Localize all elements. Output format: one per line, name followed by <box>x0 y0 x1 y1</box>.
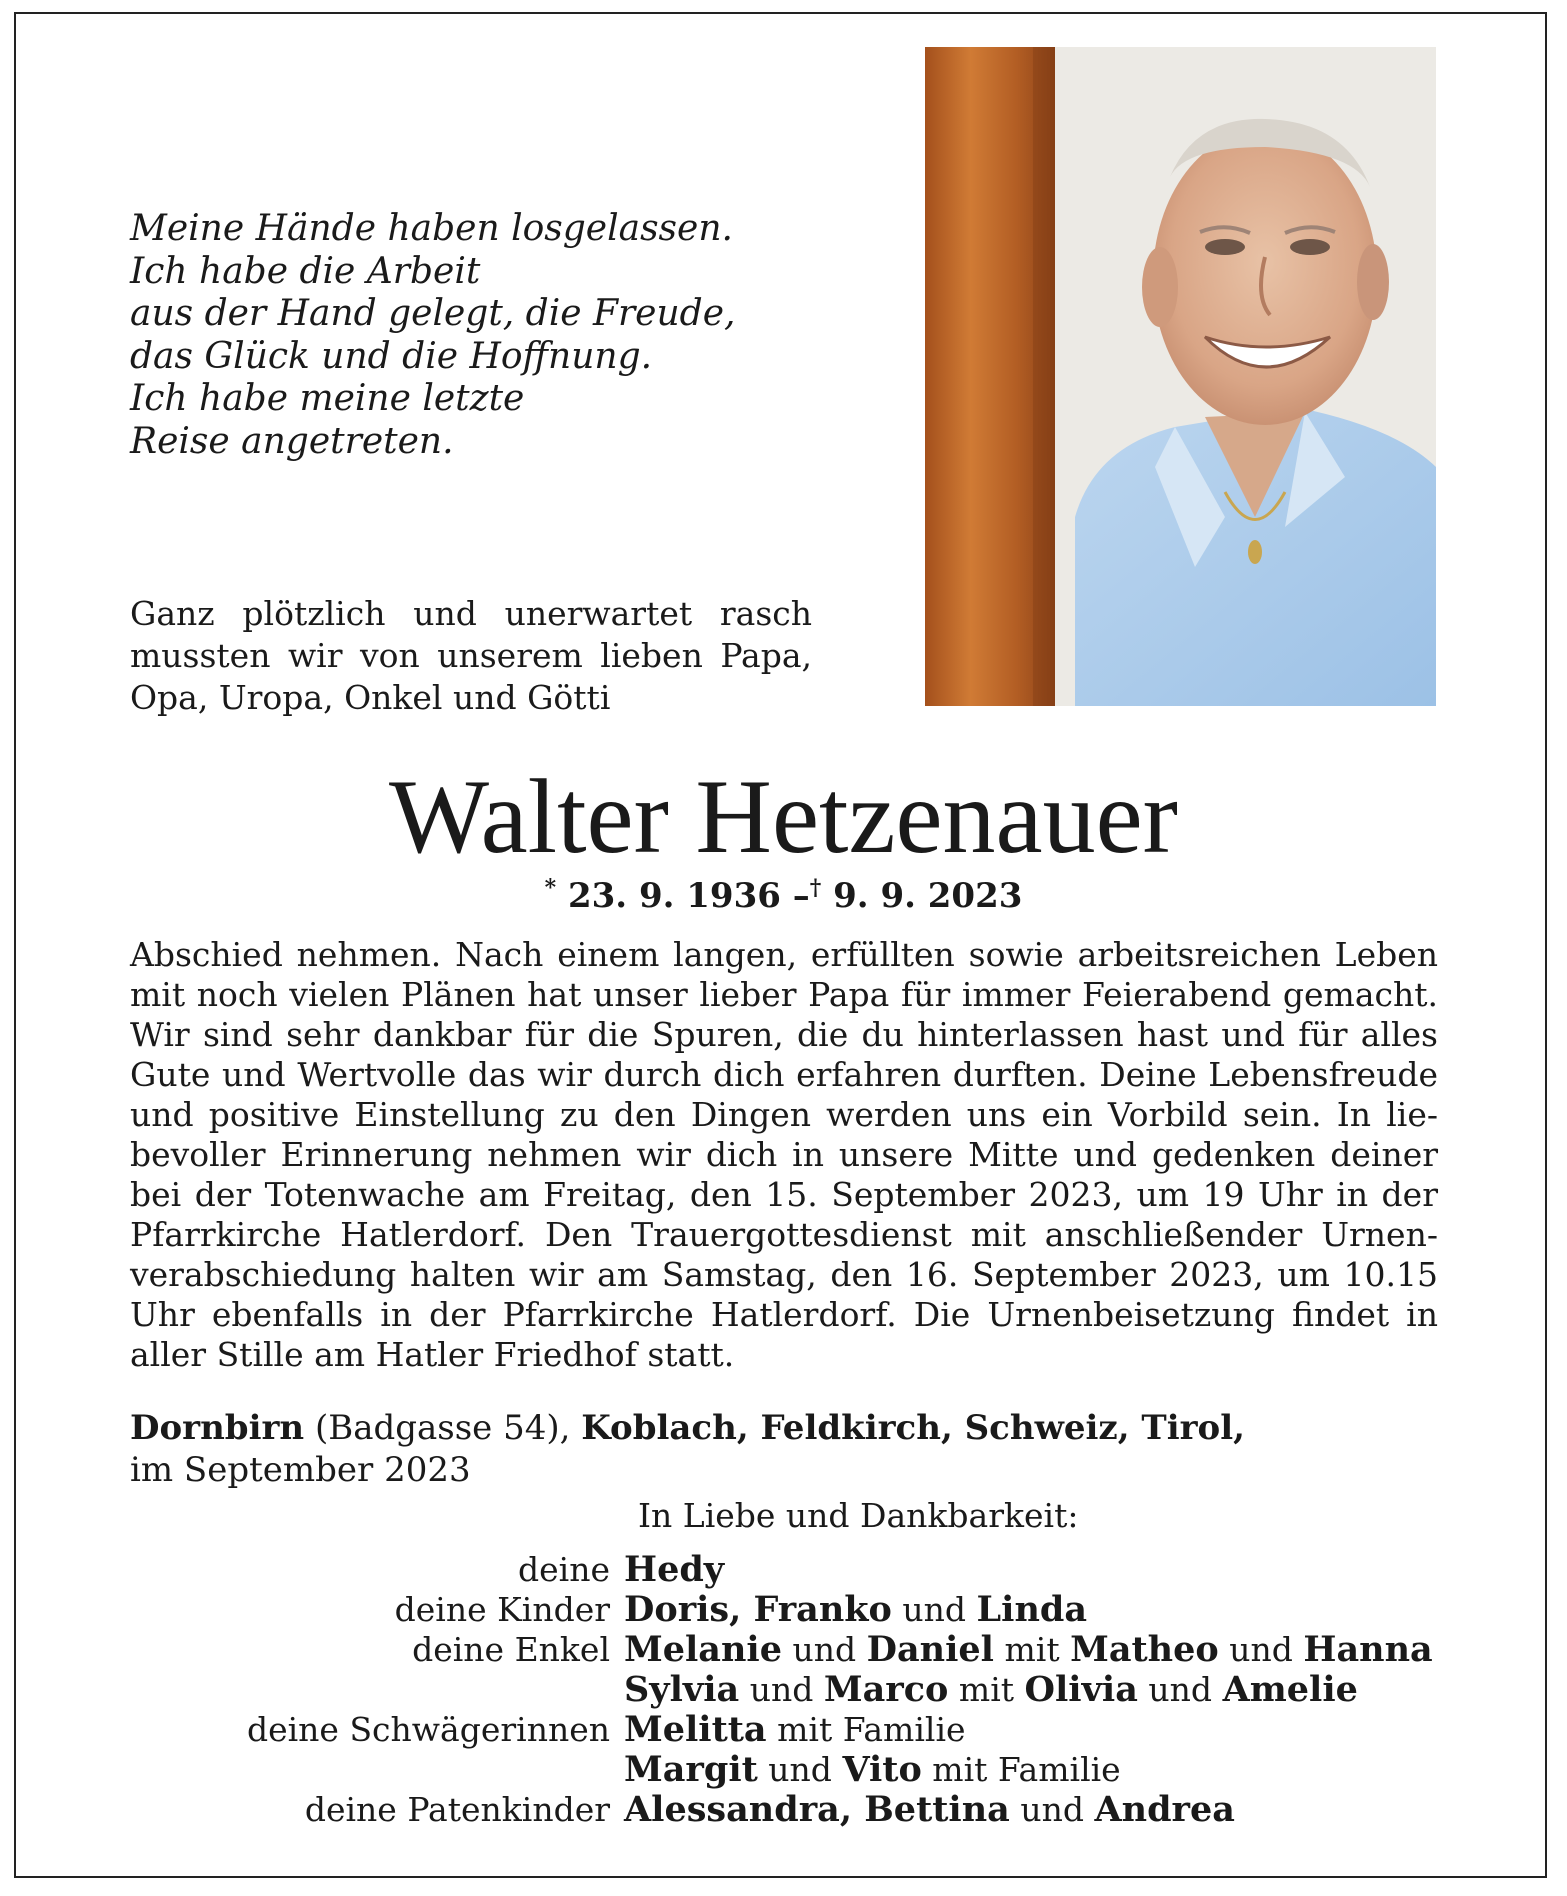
body-line: und positive Einstellung zu den Dingen werden uns ein Vorbild sein. In lie- <box>130 1095 1438 1134</box>
conjunction: mit <box>958 1670 1015 1709</box>
life-dates <box>0 868 1567 916</box>
family-name: Margit <box>624 1749 758 1790</box>
conjunction: und <box>1020 1790 1084 1829</box>
suffix: mit Familie <box>932 1750 1121 1789</box>
conjunction: und <box>768 1750 832 1789</box>
conjunction: und <box>792 1630 857 1669</box>
body-line: Wir sind sehr dankbar für die Spuren, die du hinterlassen hast und für alles <box>130 1015 1438 1054</box>
death-date: 9. 9. 2023 <box>833 876 1023 916</box>
body-line: bevoller Erinnerung nehmen wir dich in unsere Mitte und gedenken deiner <box>130 1135 1438 1174</box>
place-date: im September 2023 <box>130 1450 471 1490</box>
body-line: bei der Totenwache am Freitag, den 15. September 2023, um 19 Uhr in der <box>130 1175 1438 1214</box>
relation-label: deine <box>518 1550 610 1589</box>
body-line: Uhr ebenfalls in der Pfarrkirche Hatlerdorf. Die Urnenbeisetzung findet in <box>130 1295 1438 1334</box>
family-name: Linda <box>976 1589 1088 1630</box>
conjunction: und <box>1229 1630 1293 1669</box>
conjunction: mit <box>1004 1630 1060 1669</box>
family-name: Sylvia <box>624 1669 740 1710</box>
family-name: Andrea <box>1094 1789 1235 1830</box>
place-others: Koblach, Feldkirch, Schweiz, Tirol, <box>581 1408 1245 1448</box>
intro-text <box>130 593 812 719</box>
conjunction: und <box>902 1590 967 1629</box>
thanks-line: In Liebe und Dankbarkeit: <box>638 1496 1079 1535</box>
intro-line: Opa, Uropa, Onkel und Götti <box>130 678 611 717</box>
deceased-name: Walter Hetzenauer <box>389 758 1178 875</box>
portrait-photo <box>925 47 1436 706</box>
family-row <box>130 1670 1450 1710</box>
body-line: mit noch vielen Plänen hat unser lieber Papa für immer Feierabend gemacht. <box>130 975 1438 1014</box>
family-name: Alessandra, Bettina <box>624 1789 1010 1830</box>
death-symbol: † <box>809 875 822 901</box>
body-line: aller Stille am Hatler Friedhof statt. <box>130 1335 735 1374</box>
conjunction: und <box>749 1670 814 1709</box>
poem-line: aus der Hand gelegt, die Freude, <box>130 293 736 334</box>
family-row <box>130 1630 1450 1670</box>
family-name: Daniel <box>866 1629 994 1670</box>
date-separator: – <box>792 876 810 916</box>
body-line: Gute und Wertvolle das wir durch dich erfahren durften. Deine Lebensfreude <box>130 1055 1438 1094</box>
family-name: Melitta <box>624 1709 767 1750</box>
relation-label: deine Schwägerinnen <box>246 1710 610 1749</box>
family-row <box>130 1790 1450 1830</box>
family-row <box>130 1550 1450 1590</box>
family-name: Marco <box>823 1669 949 1710</box>
family-row <box>130 1750 1450 1790</box>
relation-label: deine Enkel <box>412 1630 610 1669</box>
poem-line: Ich habe die Arbeit <box>130 250 481 292</box>
poem-line: Meine Hände haben losgelassen. <box>130 208 733 249</box>
family-name: Melanie <box>624 1629 782 1670</box>
family-name: Hanna <box>1303 1629 1433 1670</box>
conjunction: und <box>1148 1670 1213 1709</box>
body-line: Abschied nehmen. Nach einem langen, erfüllten sowie arbeitsreichen Leben <box>130 935 1438 974</box>
place-city: Dornbirn <box>130 1408 305 1448</box>
poem-line: Reise angetreten. <box>130 420 454 462</box>
suffix: mit Familie <box>777 1710 966 1749</box>
poem-line: Ich habe meine letzte <box>130 378 525 419</box>
birth-symbol: * <box>544 875 557 901</box>
body-line: verabschiedung halten wir am Samstag, den 16. September 2023, um 10.15 <box>130 1255 1438 1294</box>
poem <box>130 208 736 463</box>
place-and-date <box>130 1407 1245 1491</box>
body-line: Pfarrkirche Hatlerdorf. Den Trauergottesdienst mit anschließender Urnen- <box>130 1215 1438 1254</box>
poem-line: das Glück und die Hoffnung. <box>130 335 653 377</box>
family-name: Matheo <box>1070 1629 1219 1670</box>
relation-label: deine Kinder <box>394 1590 610 1629</box>
family-list <box>130 1550 1450 1830</box>
place-address: (Badgasse 54), <box>314 1408 571 1448</box>
family-name: Doris, Franko <box>624 1589 892 1630</box>
birth-date: 23. 9. 1936 <box>567 876 781 916</box>
family-name: Hedy <box>624 1549 725 1590</box>
intro-line: Ganz plötzlich und unerwartet rasch <box>130 594 812 633</box>
family-name: Vito <box>842 1749 922 1790</box>
family-name: Olivia <box>1024 1669 1138 1710</box>
obituary-body <box>130 935 1438 1375</box>
family-row <box>130 1590 1450 1630</box>
family-row <box>130 1710 1450 1750</box>
relation-label: deine Patenkinder <box>304 1790 610 1829</box>
family-name: Amelie <box>1222 1669 1358 1710</box>
intro-line: mussten wir von unserem lieben Papa, <box>130 636 812 675</box>
